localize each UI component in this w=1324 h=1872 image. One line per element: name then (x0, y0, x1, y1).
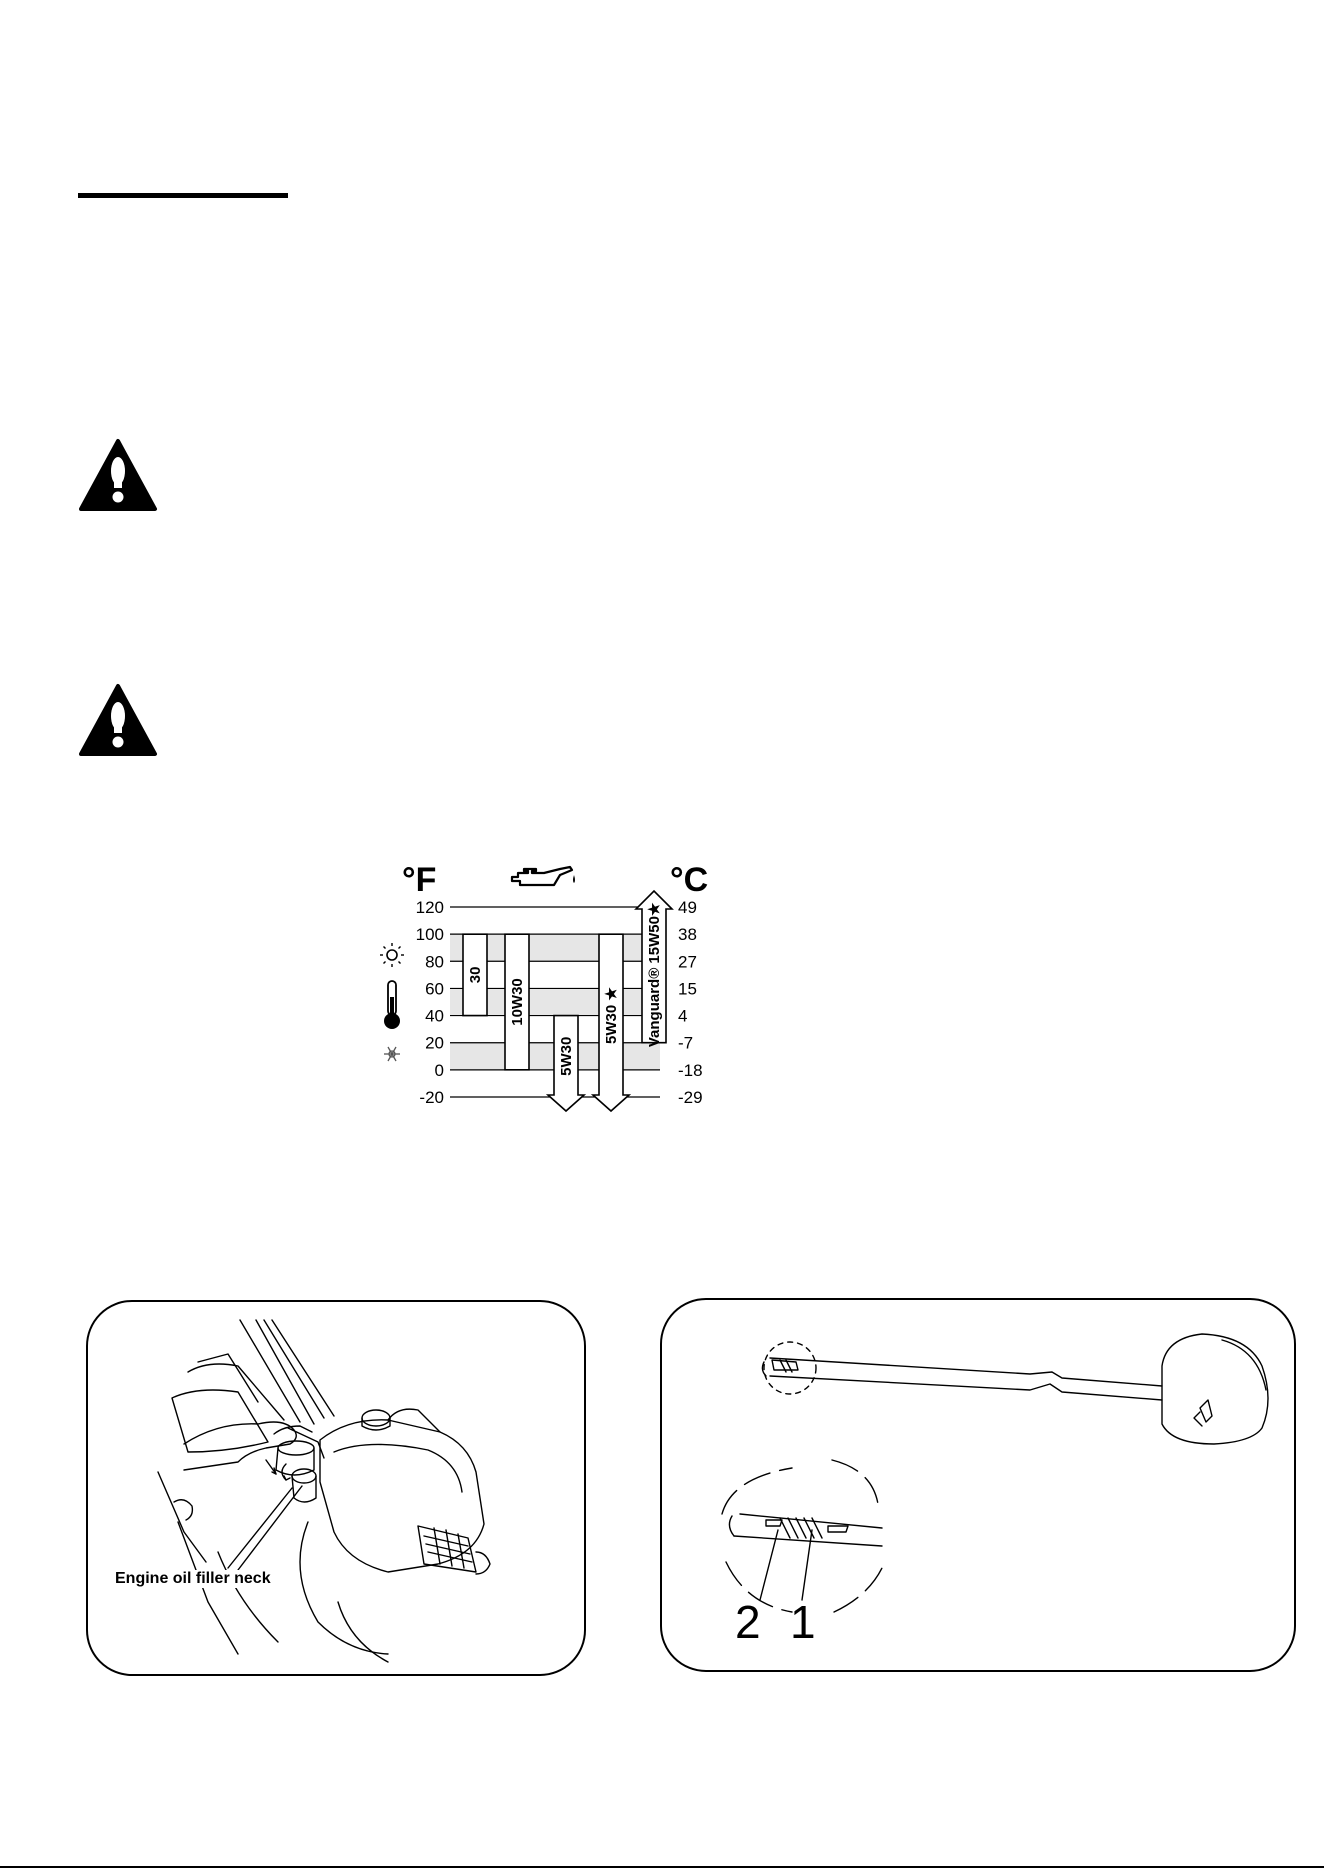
sun-icon (380, 943, 404, 967)
callout-label-1: 1 (790, 1596, 816, 1648)
fahrenheit-tick-label: 100 (415, 925, 444, 945)
oil-grade-label: 5W30 ★ (603, 987, 620, 1044)
callout-label-2: 2 (735, 1596, 761, 1648)
warning-triangle-icon (78, 438, 158, 512)
warning-triangle-icon (78, 683, 158, 757)
fahrenheit-tick-label: -20 (419, 1088, 444, 1107)
page-footer-rule (0, 1866, 1324, 1868)
celsius-tick-label: 49 (678, 898, 697, 917)
celsius-tick-label: 4 (678, 1006, 688, 1026)
fahrenheit-tick-label: 60 (425, 979, 444, 999)
oil-grade-label: Vanguard® 15W50★ (646, 902, 663, 1048)
section-heading-underline (78, 193, 288, 198)
oil-grade-label: 30 (467, 966, 484, 984)
celsius-tick-label: 15 (678, 979, 697, 999)
snowflake-icon (384, 1047, 400, 1061)
fahrenheit-unit: °F (402, 861, 437, 899)
oil-grade-label: 5W30 (558, 1036, 575, 1076)
oil-filler-caption: Engine oil filler neck (115, 1570, 271, 1587)
fahrenheit-tick-label: 0 (434, 1060, 444, 1080)
celsius-tick-label: 27 (678, 952, 697, 972)
oil-grade-label: 10W30 (509, 978, 526, 1026)
fahrenheit-tick-label: 120 (415, 898, 444, 917)
fahrenheit-tick-label: 80 (425, 952, 444, 972)
thermometer-icon (384, 981, 400, 1029)
celsius-unit: °C (670, 861, 709, 899)
celsius-tick-label: -7 (678, 1033, 694, 1053)
oil-viscosity-chart (370, 855, 740, 1115)
celsius-tick-label: -29 (678, 1088, 703, 1107)
celsius-tick-label: -18 (678, 1060, 703, 1080)
fahrenheit-tick-label: 20 (425, 1033, 444, 1053)
celsius-tick-label: 38 (678, 925, 697, 945)
oil-filler-illustration (86, 1300, 586, 1676)
oil-can-icon (512, 867, 575, 885)
fahrenheit-tick-label: 40 (425, 1006, 444, 1026)
